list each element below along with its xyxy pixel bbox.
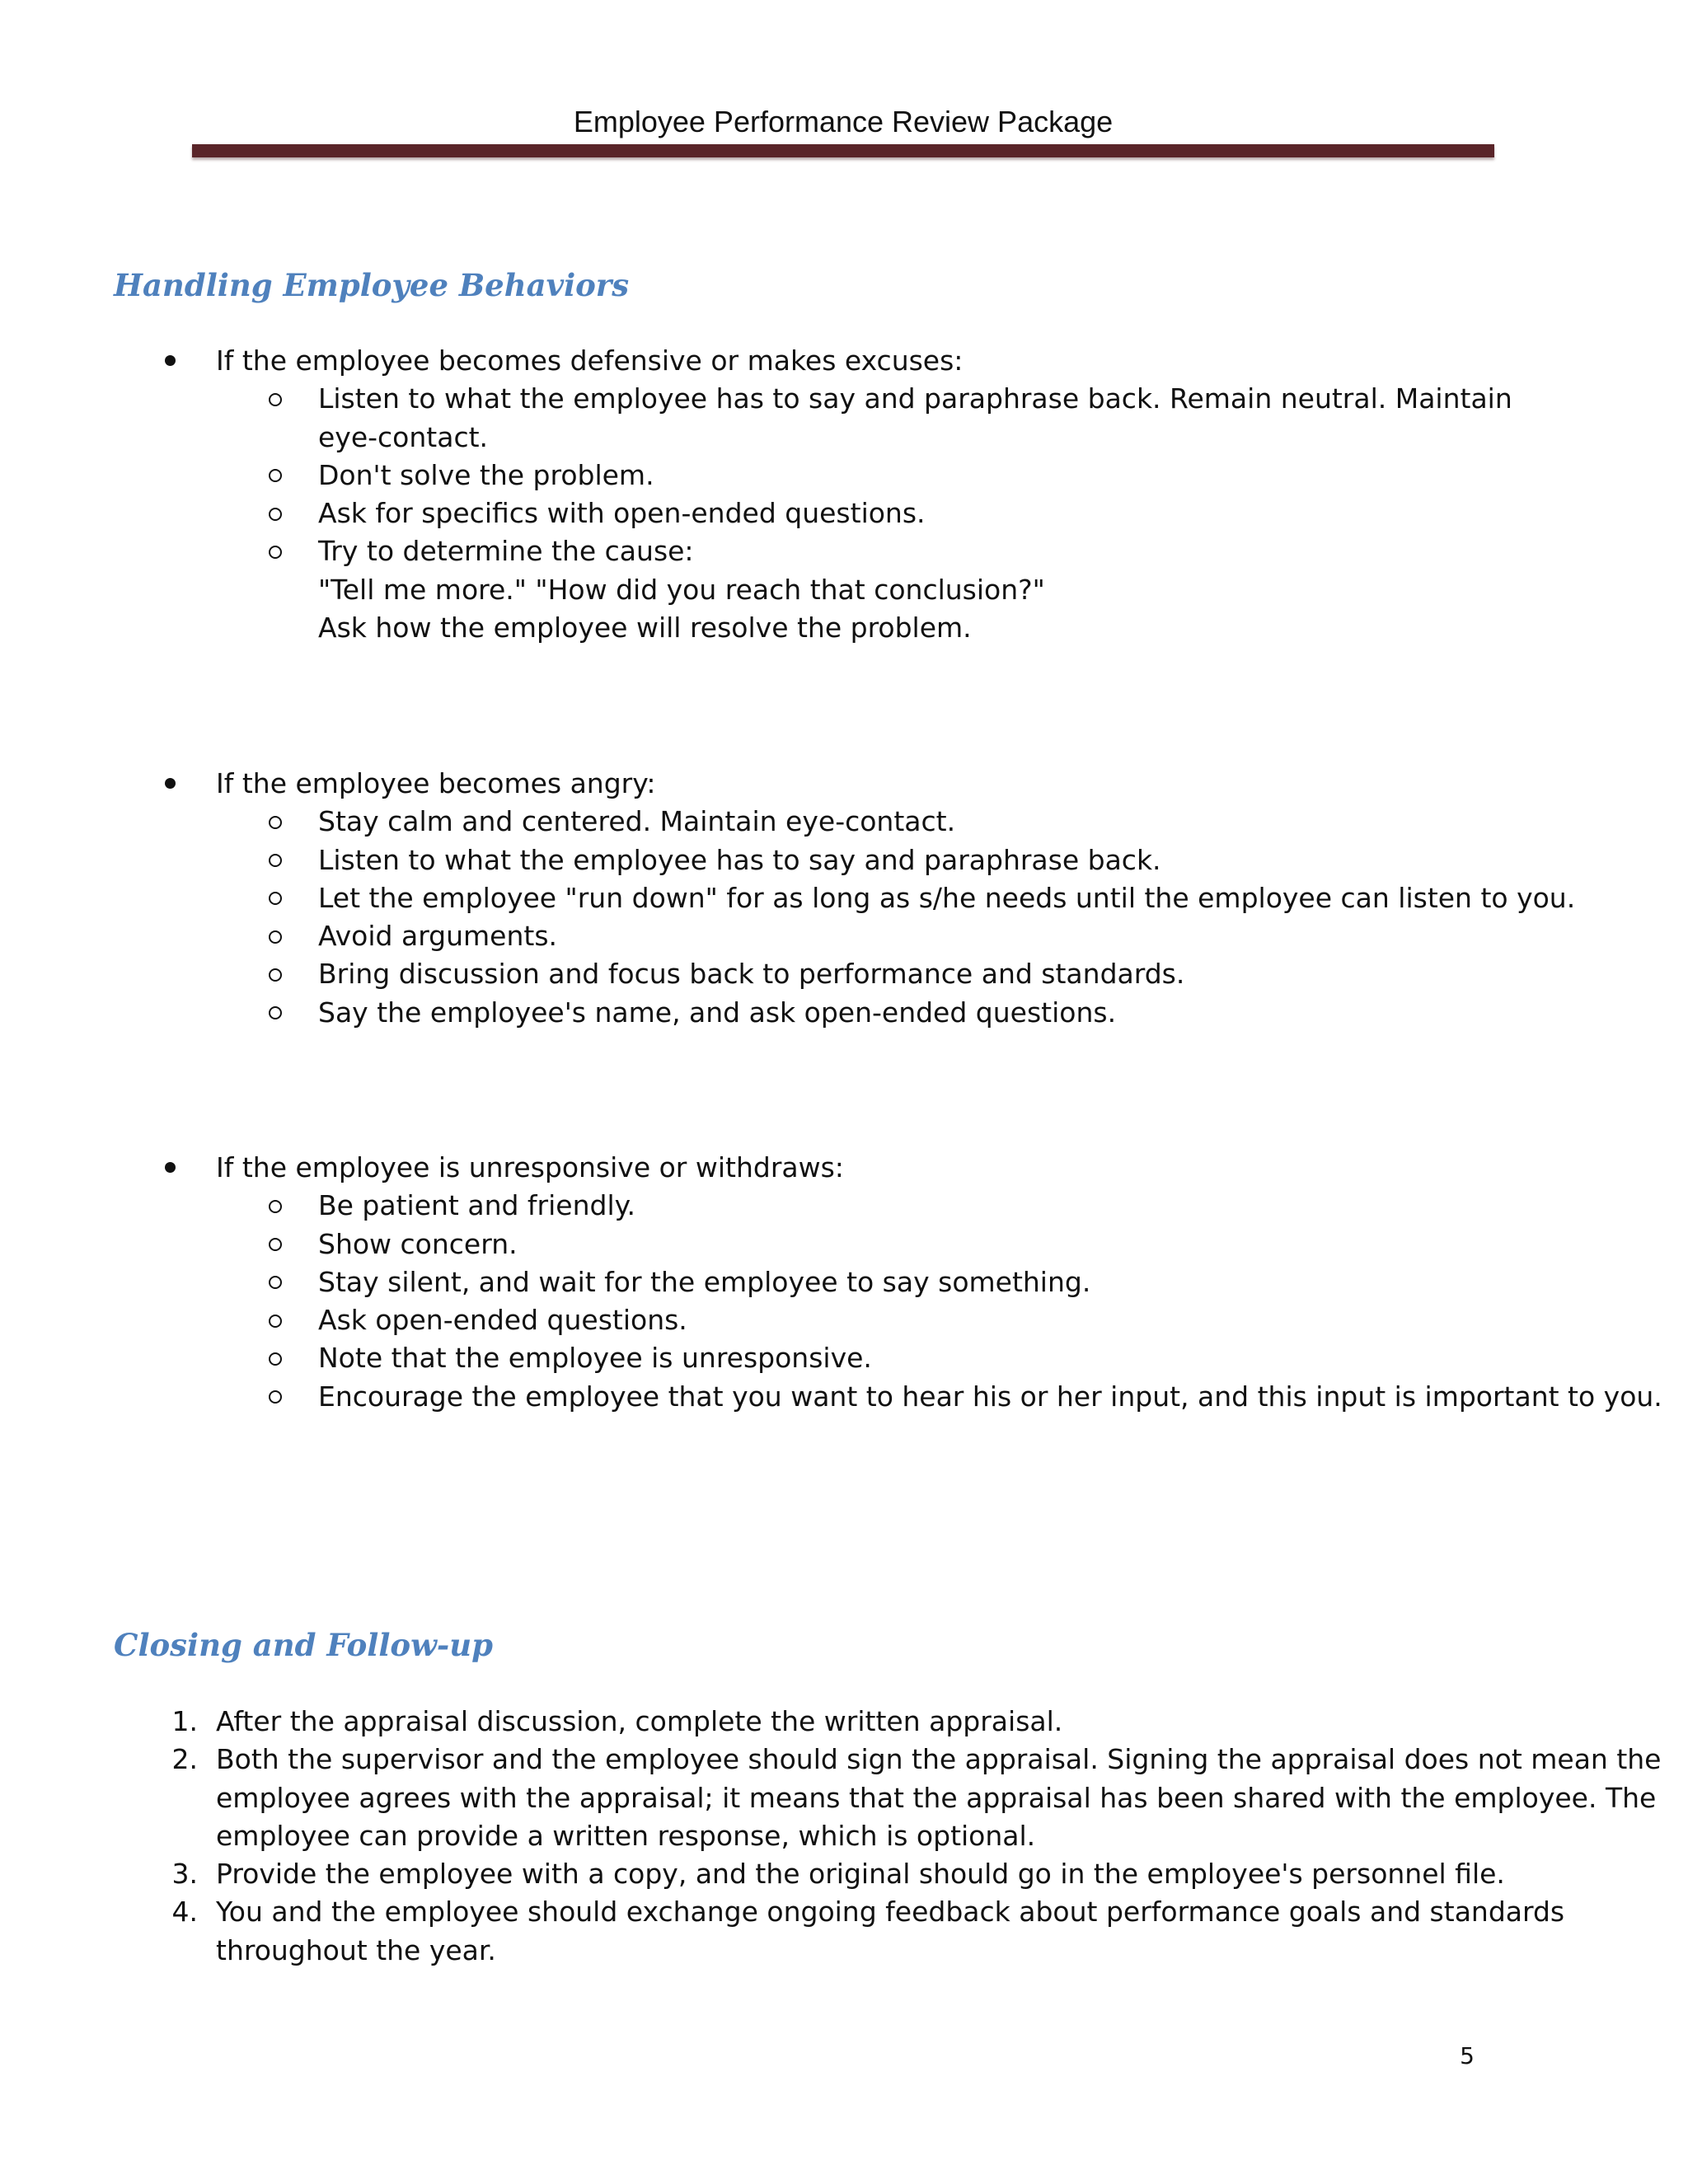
list-item — [0, 765, 1688, 803]
list-item — [0, 1263, 1688, 1301]
behavior-label: If the employee is unresponsive or withdraws: — [216, 1151, 844, 1183]
closing-steps-list — [0, 1703, 1688, 1970]
list-item — [0, 955, 1688, 993]
list-item — [0, 1301, 1688, 1339]
list-item-text: Let the employee "run down" for as long as s/he needs until the employee can listen to you. — [318, 881, 1576, 914]
circle-bullet-icon — [266, 1263, 284, 1301]
list-item-text: Both the supervisor and the employee should sign the appraisal. Signing the appraisal does not mean the — [216, 1743, 1662, 1776]
list-number: 2. — [171, 1743, 198, 1776]
list-item — [0, 1378, 1688, 1416]
list-item-text: Stay calm and centered. Maintain eye-contact. — [318, 805, 956, 838]
behavior-label: If the employee becomes angry: — [216, 767, 656, 799]
list-item-text: Ask for specifics with open-ended questions. — [318, 497, 926, 530]
list-item-text: Say the employee's name, and ask open-ended questions. — [318, 996, 1117, 1029]
list-item-text: Ask open-ended questions. — [318, 1304, 687, 1337]
list-item-text: eye-contact. — [318, 420, 489, 453]
numbered-list-item — [0, 1741, 1688, 1855]
list-number: 3. — [171, 1858, 198, 1891]
list-item-text: Be patient and friendly. — [318, 1189, 635, 1222]
list-item-text: Listen to what the employee has to say and paraphrase back. — [318, 843, 1161, 876]
circle-bullet-icon — [266, 1301, 284, 1339]
list-item — [0, 457, 1688, 494]
list-item — [0, 494, 1688, 532]
list-item-text: employee can provide a written response, which is optional. — [216, 1819, 1036, 1852]
header-rule — [192, 144, 1494, 157]
list-item-text: After the appraisal discussion, complete the written appraisal. — [216, 1705, 1063, 1737]
list-item-text: Stay silent, and wait for the employee to say something. — [318, 1265, 1091, 1298]
list-item — [0, 1339, 1688, 1377]
list-item-text: Ask how the employee will resolve the problem. — [318, 612, 972, 644]
list-item — [0, 803, 1688, 841]
circle-bullet-icon — [266, 532, 284, 570]
bullet-icon — [162, 342, 178, 380]
circle-bullet-icon — [266, 841, 284, 879]
list-item-text: You and the employee should exchange ongoing feedback about performance goals and standards — [216, 1896, 1565, 1929]
page-header-title: Employee Performance Review Package — [573, 105, 1114, 138]
behavior-group-unresponsive — [0, 1149, 1688, 1416]
numbered-list-item — [0, 1703, 1688, 1741]
list-item — [0, 380, 1688, 457]
list-item-text: Don't solve the problem. — [318, 458, 654, 491]
list-item-text: Show concern. — [318, 1227, 518, 1260]
list-item-text: Note that the employee is unresponsive. — [318, 1342, 872, 1375]
list-item-text: employee agrees with the appraisal; it means that the appraisal has been shared with the employee. The — [216, 1781, 1657, 1814]
list-item — [0, 994, 1688, 1032]
list-item-text: Listen to what the employee has to say and paraphrase back. Remain neutral. Maintain — [318, 382, 1512, 415]
behavior-group-angry — [0, 765, 1688, 1032]
bullet-icon — [162, 1149, 178, 1187]
bullet-icon — [162, 765, 178, 803]
circle-bullet-icon — [266, 917, 284, 955]
circle-bullet-icon — [266, 1226, 284, 1263]
list-item-text: throughout the year. — [216, 1933, 496, 1966]
circle-bullet-icon — [266, 994, 284, 1032]
circle-bullet-icon — [266, 380, 284, 418]
list-number: 1. — [171, 1705, 198, 1737]
list-item-text: Bring discussion and focus back to performance and standards. — [318, 958, 1185, 991]
circle-bullet-icon — [266, 494, 284, 532]
list-item-text: Provide the employee with a copy, and the original should go in the employee's personnel file. — [216, 1858, 1505, 1891]
list-item — [0, 342, 1688, 380]
section-heading-handling-behaviors: Handling Employee Behaviors — [114, 267, 630, 303]
list-item — [0, 1149, 1688, 1187]
behavior-group-defensive — [0, 342, 1688, 647]
circle-bullet-icon — [266, 1187, 284, 1225]
numbered-list-item — [0, 1855, 1688, 1893]
circle-bullet-icon — [266, 879, 284, 917]
page-number: 5 — [1460, 2042, 1475, 2069]
circle-bullet-icon — [266, 457, 284, 494]
list-item — [0, 879, 1688, 917]
behavior-label: If the employee becomes defensive or makes excuses: — [216, 344, 964, 377]
list-item — [0, 1226, 1688, 1263]
circle-bullet-icon — [266, 1339, 284, 1377]
section-heading-closing-follow-up: Closing and Follow-up — [114, 1627, 494, 1663]
numbered-list-item — [0, 1893, 1688, 1970]
circle-bullet-icon — [266, 803, 284, 841]
list-item-text: Try to determine the cause: — [318, 535, 694, 568]
list-item-text: Encourage the employee that you want to hear his or her input, and this input is important to you. — [318, 1380, 1662, 1413]
circle-bullet-icon — [266, 1378, 284, 1416]
list-item — [0, 917, 1688, 955]
list-item-text: Avoid arguments. — [318, 920, 558, 953]
circle-bullet-icon — [266, 955, 284, 993]
list-item — [0, 841, 1688, 879]
list-item — [0, 532, 1688, 647]
list-item — [0, 1187, 1688, 1225]
list-number: 4. — [171, 1896, 198, 1929]
list-item-text: "Tell me more." "How did you reach that conclusion?" — [318, 573, 1045, 606]
